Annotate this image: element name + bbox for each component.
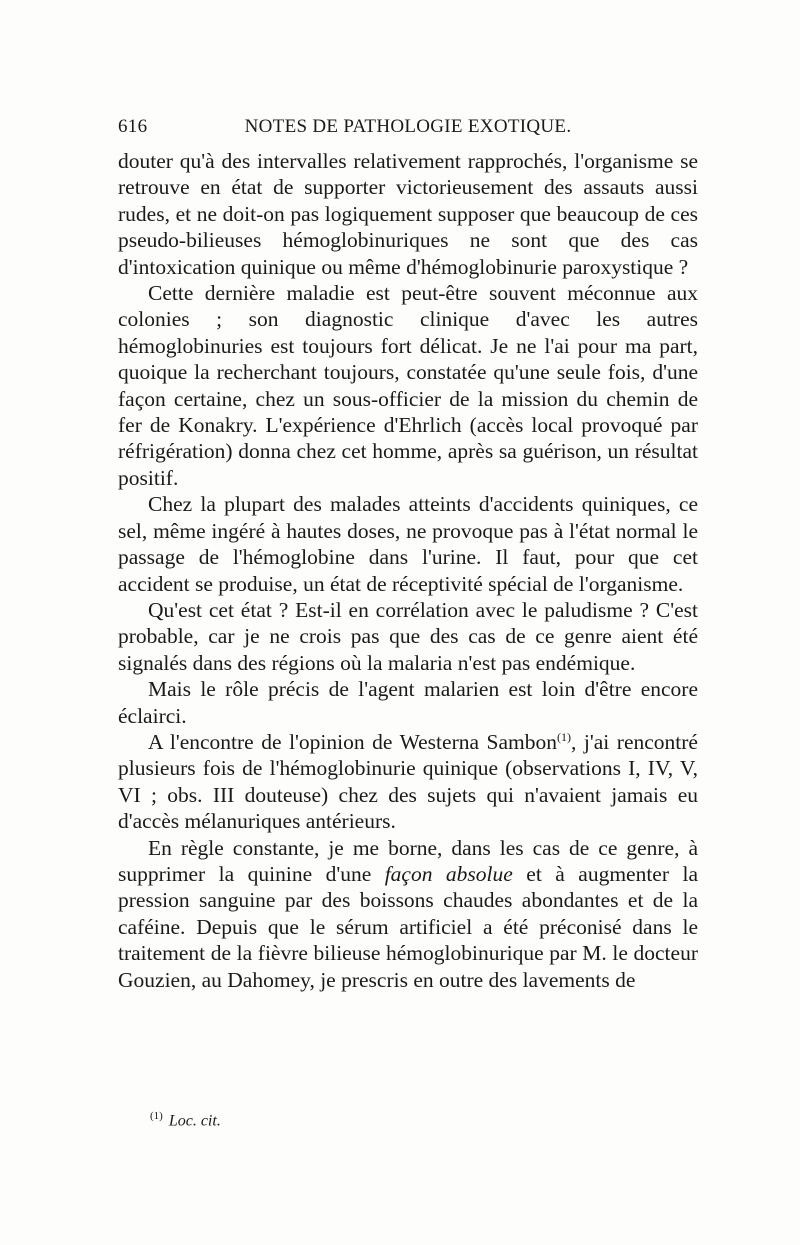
paragraph: Chez la plupart des malades atteints d'accidents quiniques, ce sel, même ingéré à hautes doses, ne provoque pas à l'état normal le passage de l'hémoglobine dans l'urine. Il faut, pour que cet accident se produise, un état de réceptivité spécial de l'organisme. — [118, 492, 698, 596]
paragraph-text: A l'encontre de l'opinion de Westerna Sambon — [148, 729, 558, 754]
footnote — [150, 1110, 650, 1130]
running-title: NOTES DE PATHOLOGIE EXOTIQUE. — [244, 116, 572, 137]
paragraph: Qu'est cet état ? Est-il en corrélation avec le paludisme ? C'est probable, car je ne crois pas que des cas de ce genre aient été signalés dans des régions où la malaria n'est pas endémique. — [118, 597, 698, 675]
paragraph-text: , j'ai rencontré plusieurs fois de l'hémoglobinurie quinique (observations I, IV, V, VI ; obs. III douteuse) chez des sujets qui n'avaient jamais eu d'accès mélanuriques antérieurs. — [118, 729, 698, 834]
paragraph: Mais le rôle précis de l'agent malarien est loin d'être encore éclairci. — [118, 677, 698, 728]
paragraph-text: et à augmenter la pression sanguine par des boissons chaudes abondantes et de la caféine. Depuis que le sérum artificiel a été préconisé dans le traitement de la fièvre bilieuse hémoglobinurique par M. le docteur Gouzien, au Dahomey, je prescris en outre des lavements de — [118, 861, 698, 992]
footnote-text: Loc. cit. — [168, 1112, 221, 1130]
emphasis-text: façon absolue — [384, 861, 513, 886]
footnote-reference[interactable]: (1) — [557, 729, 572, 744]
paragraph: Cette dernière maladie est peut-être souvent méconnue aux colonies ; son diagnostic clinique d'avec les autres hémoglobinuries est toujours fort délicat. Je ne l'ai pour ma part, quoique la recherchant toujours, constatée qu'une seule fois, d'une façon certaine, chez un sous-officier de la mission du chemin de fer de Konakry. L'expérience d'Ehrlich (accès local provoqué par réfrigération) donna chez cet homme, après sa guérison, un résultat positif. — [118, 281, 698, 490]
paragraph-text: En règle constante, je me borne, dans les cas de ce genre, à supprimer la quinine d'une — [118, 835, 698, 886]
footnote-marker: (1) — [150, 1110, 163, 1122]
page-header — [118, 116, 698, 142]
paragraph — [118, 835, 698, 993]
page-number: 616 — [118, 116, 148, 137]
paragraph: douter qu'à des intervalles relativement rapprochés, l'organisme se retrouve en état de supporter victorieusement des assauts aussi rudes, et ne doit-on pas logiquement supposer que beaucoup de ces pseudo-bilieuses hémoglobinuriques ne sont que des cas d'intoxication quinique ou même d'hémoglobinurie paroxystique ? — [118, 149, 698, 279]
paragraph — [118, 729, 698, 835]
body-text — [118, 148, 698, 993]
